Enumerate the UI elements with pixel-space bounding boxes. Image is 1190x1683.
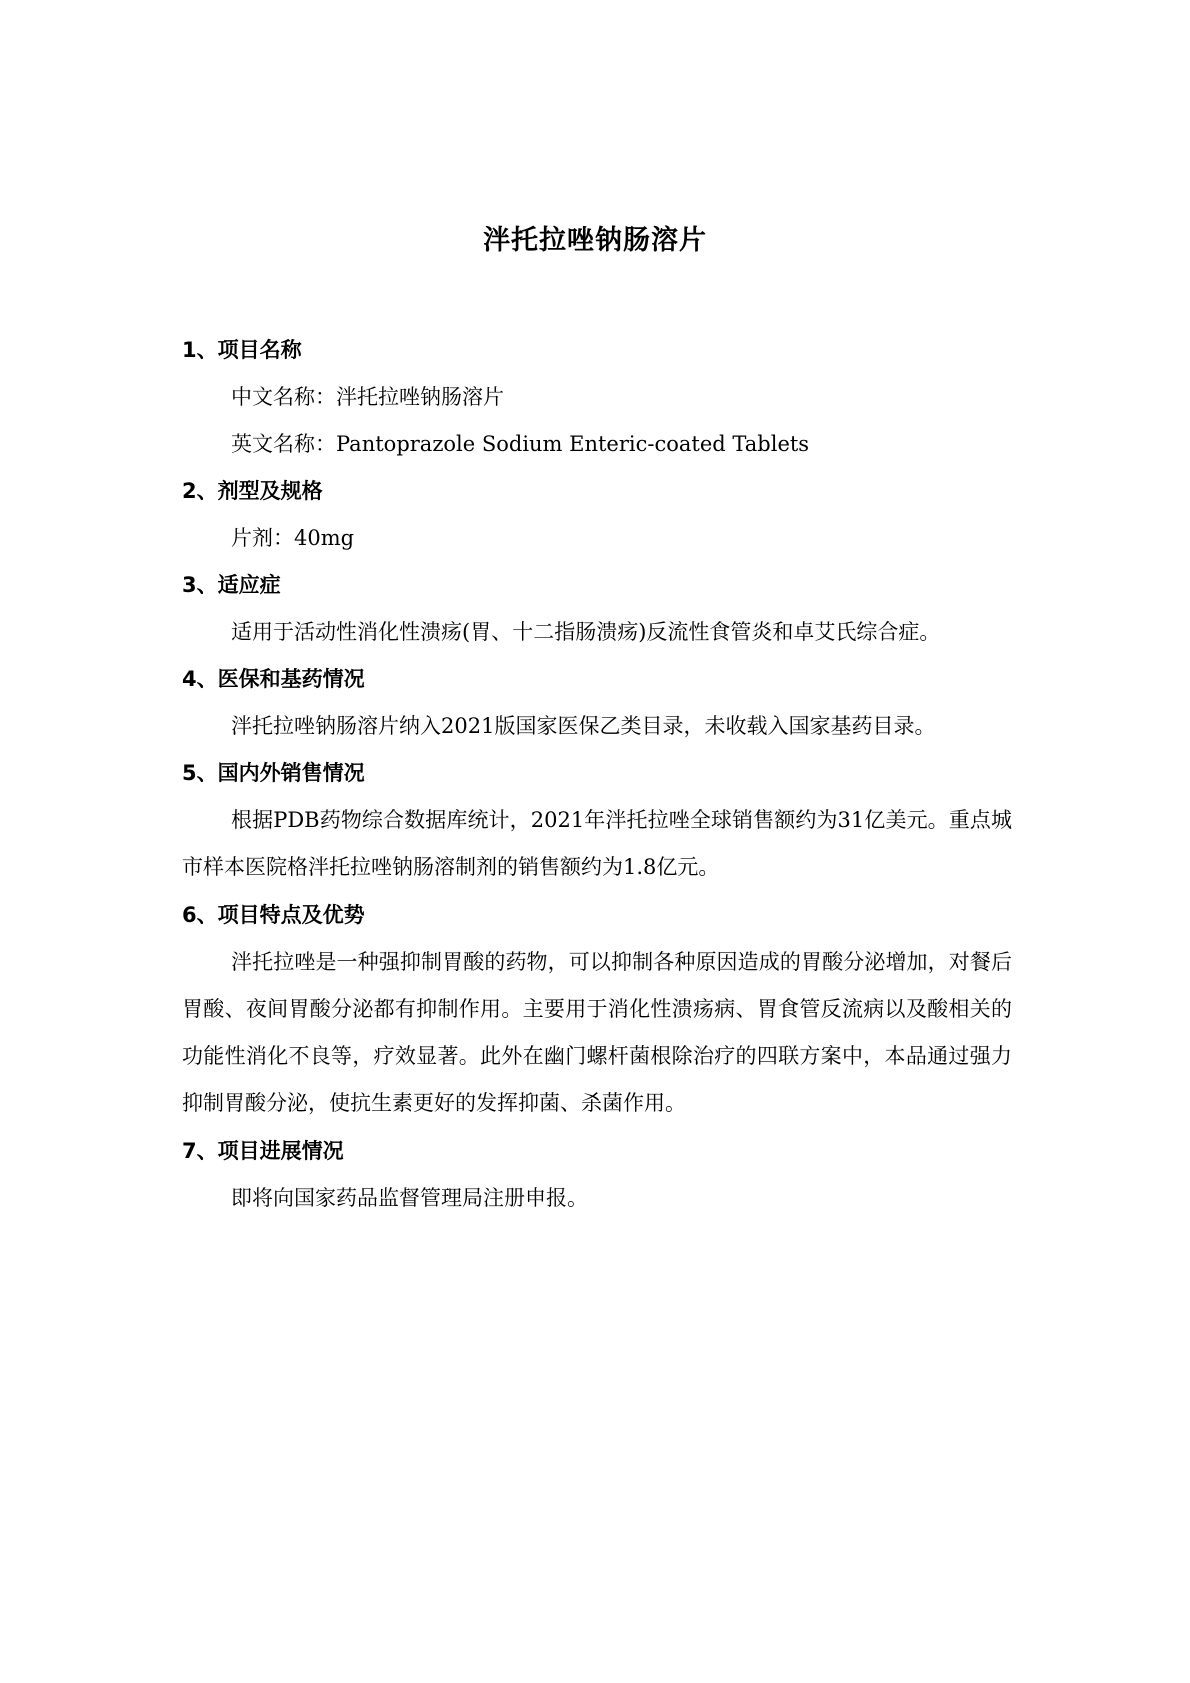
- section-features: [182, 900, 1012, 1127]
- section-heading: 3、适应症: [182, 573, 281, 597]
- english-name-line: 英文名称：Pantoprazole Sodium Enteric-coated Tablets: [231, 432, 810, 456]
- section-progress: [182, 1136, 1012, 1213]
- section-heading: 5、国内外销售情况: [182, 761, 365, 785]
- section-heading: 7、项目进展情况: [182, 1139, 344, 1163]
- chinese-name-line: 中文名称：泮托拉唑钠肠溶片: [231, 385, 504, 409]
- section-project-name: [182, 335, 1012, 459]
- dosage-line: 片剂：40mg: [231, 526, 355, 550]
- document-body: [182, 335, 1012, 1230]
- section-heading: 6、项目特点及优势: [182, 903, 365, 927]
- section-indications: [182, 570, 1012, 647]
- section-dosage-form: [182, 476, 1012, 553]
- section-insurance: [182, 664, 1012, 741]
- features-paragraph: 泮托拉唑是一种强抑制胃酸的药物，可以抑制各种原因造成的胃酸分泌增加，对餐后胃酸、夜间胃酸分泌都有抑制作用。主要用于消化性溃疡病、胃食管反流病以及酸相关的功能性消化不良等，疗效显著。此外在幽门螺杆菌根除治疗的四联方案中，本品通过强力抑制胃酸分泌，使抗生素更好的发挥抑菌、杀菌作用。: [182, 950, 1012, 1115]
- document-title: 泮托拉唑钠肠溶片: [483, 225, 707, 256]
- insurance-line: 泮托拉唑钠肠溶片纳入2021版国家医保乙类目录，未收载入国家基药目录。: [231, 714, 936, 738]
- progress-line: 即将向国家药品监督管理局注册申报。: [231, 1186, 588, 1210]
- section-heading: 4、医保和基药情况: [182, 667, 365, 691]
- section-sales: [182, 758, 1012, 891]
- indications-line: 适用于活动性消化性溃疡(胃、十二指肠溃疡)反流性食管炎和卓艾氏综合症。: [231, 620, 941, 644]
- sales-paragraph: 根据PDB药物综合数据库统计，2021年泮托拉唑全球销售额约为31亿美元。重点城市样本医院格泮托拉唑钠肠溶制剂的销售额约为1.8亿元。: [182, 808, 1012, 879]
- section-heading: 2、剂型及规格: [182, 479, 323, 503]
- section-heading: 1、项目名称: [182, 338, 302, 362]
